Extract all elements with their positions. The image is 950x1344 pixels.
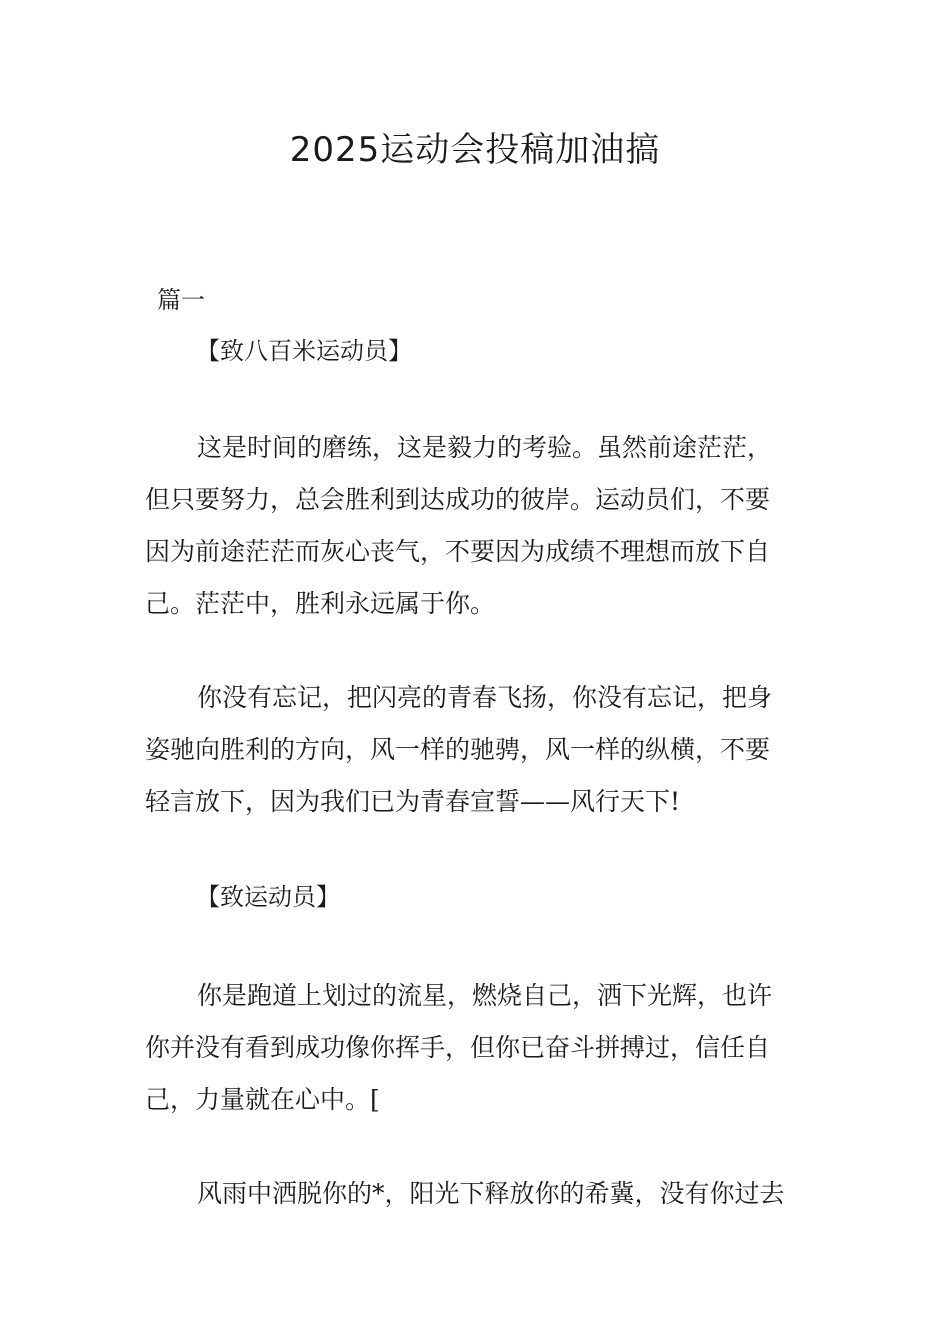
- paragraph-line: 己。茫茫中，胜利永远属于你。: [145, 589, 496, 618]
- paragraph-line: 你没有忘记，把闪亮的青春飞扬，你没有忘记，把身: [197, 683, 773, 712]
- paragraph-line: 己，力量就在心中。[: [145, 1085, 380, 1114]
- paragraph-3: [145, 970, 810, 1126]
- paragraph-1: [145, 422, 810, 630]
- document-title: 2025运动会投稿加油搞: [289, 130, 661, 170]
- paragraph-line: 但只要努力，总会胜利到达成功的彼岸。运动员们，不要: [145, 485, 771, 514]
- section-label: 篇一: [157, 286, 205, 314]
- heading-athletes: 【致运动员】: [196, 883, 340, 911]
- paragraph-4: [145, 1168, 810, 1220]
- paragraph-2: [145, 672, 810, 828]
- paragraph-line: 姿驰向胜利的方向，风一样的驰骋，风一样的纵横，不要: [145, 735, 771, 764]
- heading-800m-athletes: 【致八百米运动员】: [196, 337, 412, 365]
- paragraph-line: 因为前途茫茫而灰心丧气，不要因为成绩不理想而放下自: [145, 537, 771, 566]
- paragraph-line: 风雨中洒脱你的*，阳光下释放你的希冀，没有你过去: [197, 1179, 785, 1208]
- paragraph-line: 你并没有看到成功像你挥手，但你已奋斗拼搏过，信任自: [145, 1033, 771, 1062]
- paragraph-line: 这是时间的磨练，这是毅力的考验。虽然前途茫茫，: [197, 433, 773, 462]
- paragraph-line: 你是跑道上划过的流星，燃烧自己，洒下光辉，也许: [197, 981, 773, 1010]
- paragraph-line: 轻言放下，因为我们已为青春宣誓——风行天下!: [145, 787, 681, 816]
